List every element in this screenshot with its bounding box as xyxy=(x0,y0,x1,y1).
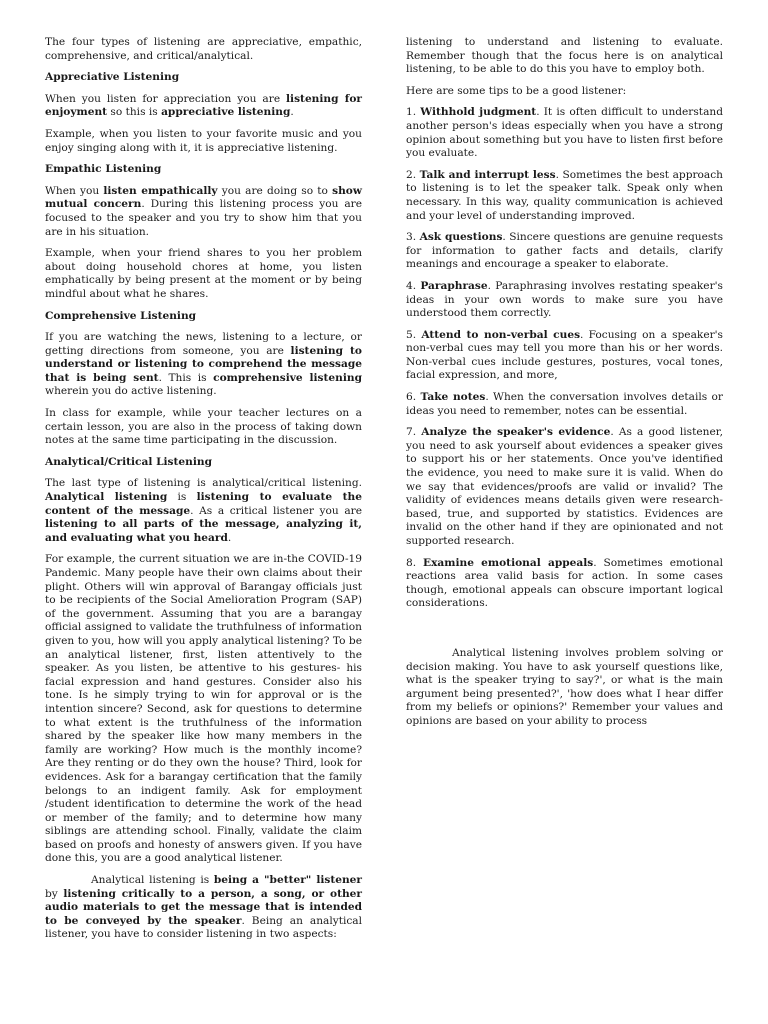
intro-paragraph: The four types of listening are appreciative, empathic, comprehensive, and critical/analytical. xyxy=(45,36,362,62)
empathic-heading: Empathic Listening xyxy=(45,163,162,176)
analytical-summary: Analytical listening is being a "better" listener by listening critically to a person, a song, or other audio materials to get the message that is intended to be conveyed by the speaker. Being an analytical listener, you have to consider listening in two aspects: xyxy=(45,874,362,941)
right-column xyxy=(406,36,723,737)
tip-item: 2. Talk and interrupt less. Sometimes the best approach to listening is to let the speaker talk. Speak only when necessary. In this way, quality communication is achieved and your level of understanding improved. xyxy=(406,168,724,222)
empathic-paragraph: When you listen empathically you are doing so to show mutual concern. During this listening process you are focused to the speaker and you try to show him that you are in his situation. xyxy=(45,184,362,238)
comprehensive-example: In class for example, while your teacher lectures on a certain lesson, you are also in the process of taking down notes at the same time participating in the discussion. xyxy=(45,407,362,447)
appreciative-heading: Appreciative Listening xyxy=(45,71,180,84)
tip-item: 8. Examine emotional appeals. Sometimes emotional reactions area valid basis for action. In some cases though, emotional appeals can obscure important logical considerations. xyxy=(406,556,723,610)
comprehensive-heading: Comprehensive Listening xyxy=(45,309,197,322)
tip-item: 7. Analyze the speaker's evidence. As a good listener, you need to ask yourself about evidences a speaker gives to support his or her statements. Once you've identified the evidence, you need to make sure it is valid. When do we say that evidences/proofs are valid or invalid? The validity of evidences means details given were research-based, true, and supported by statistics. Evidences are invalid on the other hand if they are opinionated and not supported research. xyxy=(406,426,723,547)
comprehensive-paragraph: If you are watching the news, listening to a lecture, or getting directions from someone, you are listening to understand or listening to comprehend the message that is being sent. This is comprehensive listening wherein you do active listening. xyxy=(45,331,362,398)
appreciative-example: Example, when you listen to your favorite music and you enjoy singing along with it, it is appreciative listening. xyxy=(45,127,362,154)
closing-paragraph: Analytical listening involves problem solving or decision making. You have to ask yourself questions like, what is the speaker trying to say?', or what is the main argument being presented?', 'how does what I hear differ from my beliefs or opinions?' Remember your values and opinions are based on your ability to process xyxy=(406,646,723,727)
empathic-example: Example, when your friend shares to you her problem about doing household chores at home, you listen emphatically by being present at the moment or by being mindful about what he shares. xyxy=(45,247,362,300)
analytical-paragraph: The last type of listening is analytical/critical listening. Analytical listening is listening to evaluate the content of the message. As a critical listener you are listening to all parts of the message, analyzing it, and evaluating what you heard. xyxy=(45,477,362,544)
tip-item: 6. Take notes. When the conversation involves details or ideas you need to remember, notes can be essential. xyxy=(406,391,723,417)
analytical-heading: Analytical/Critical Listening xyxy=(45,455,212,468)
continued-paragraph: listening to understand and listening to evaluate. Remember though that the focus here is on analytical listening, to be able to do this you have to employ both. xyxy=(406,36,723,76)
tip-item: 4. Paraphrase. Paraphrasing involves restating speaker's ideas in your own words to make sure you have understood them correctly. xyxy=(406,279,723,320)
left-column xyxy=(45,36,362,950)
tips-intro: Here are some tips to be a good listener: xyxy=(406,84,627,97)
appreciative-paragraph: When you listen for appreciation you are listening for enjoyment so this is appreciative listening. xyxy=(45,92,362,119)
tip-item: 5. Attend to non-verbal cues. Focusing on a speaker's non-verbal cues may tell you more than his or her words. Non-verbal cues include gestures, postures, vocal tones, facial expression, and more, xyxy=(406,328,723,382)
analytical-example: For example, the current situation we are in-the COVID-19 Pandemic. Many people have their own claims about their plight. Others will win approval of Barangay officials just to be recipients of the Social Amelioration Program (SAP) of the government. Assuming that you are a barangay official assigned to validate the truthfulness of information given to you, how will you apply analytical listening? To be an analytical listener, first, listen attentively to the speaker. As you listen, be attentive to his gestures- his facial expression and hand gestures. Consider also his tone. Is he simply trying to win for approval or is the intention sincere? Second, ask for questions to determine to what extent is the truthfulness of the information shared by the speaker like how many members in the family are working? How much is the monthly income? Are they renting or do they own the house? Third, look for evidences. Ask for a barangay certification that the family belongs to an indigent family. Ask for employment /student identification to determine the work of the head or member of the family; and to determine how many siblings are attending school. Finally, validate the claim based on proofs and honesty of answers given. If you have done this, you are a good analytical listener. xyxy=(45,553,362,865)
tip-item: 1. Withhold judgment. It is often difficult to understand another person's ideas especially when you have a strong opinion about something but you have to listen first before you evaluate. xyxy=(406,106,723,160)
tip-item: 3. Ask questions. Sincere questions are genuine requests for information to gather facts and details, clarify meanings and encourage a speaker to elaborate. xyxy=(406,231,724,271)
